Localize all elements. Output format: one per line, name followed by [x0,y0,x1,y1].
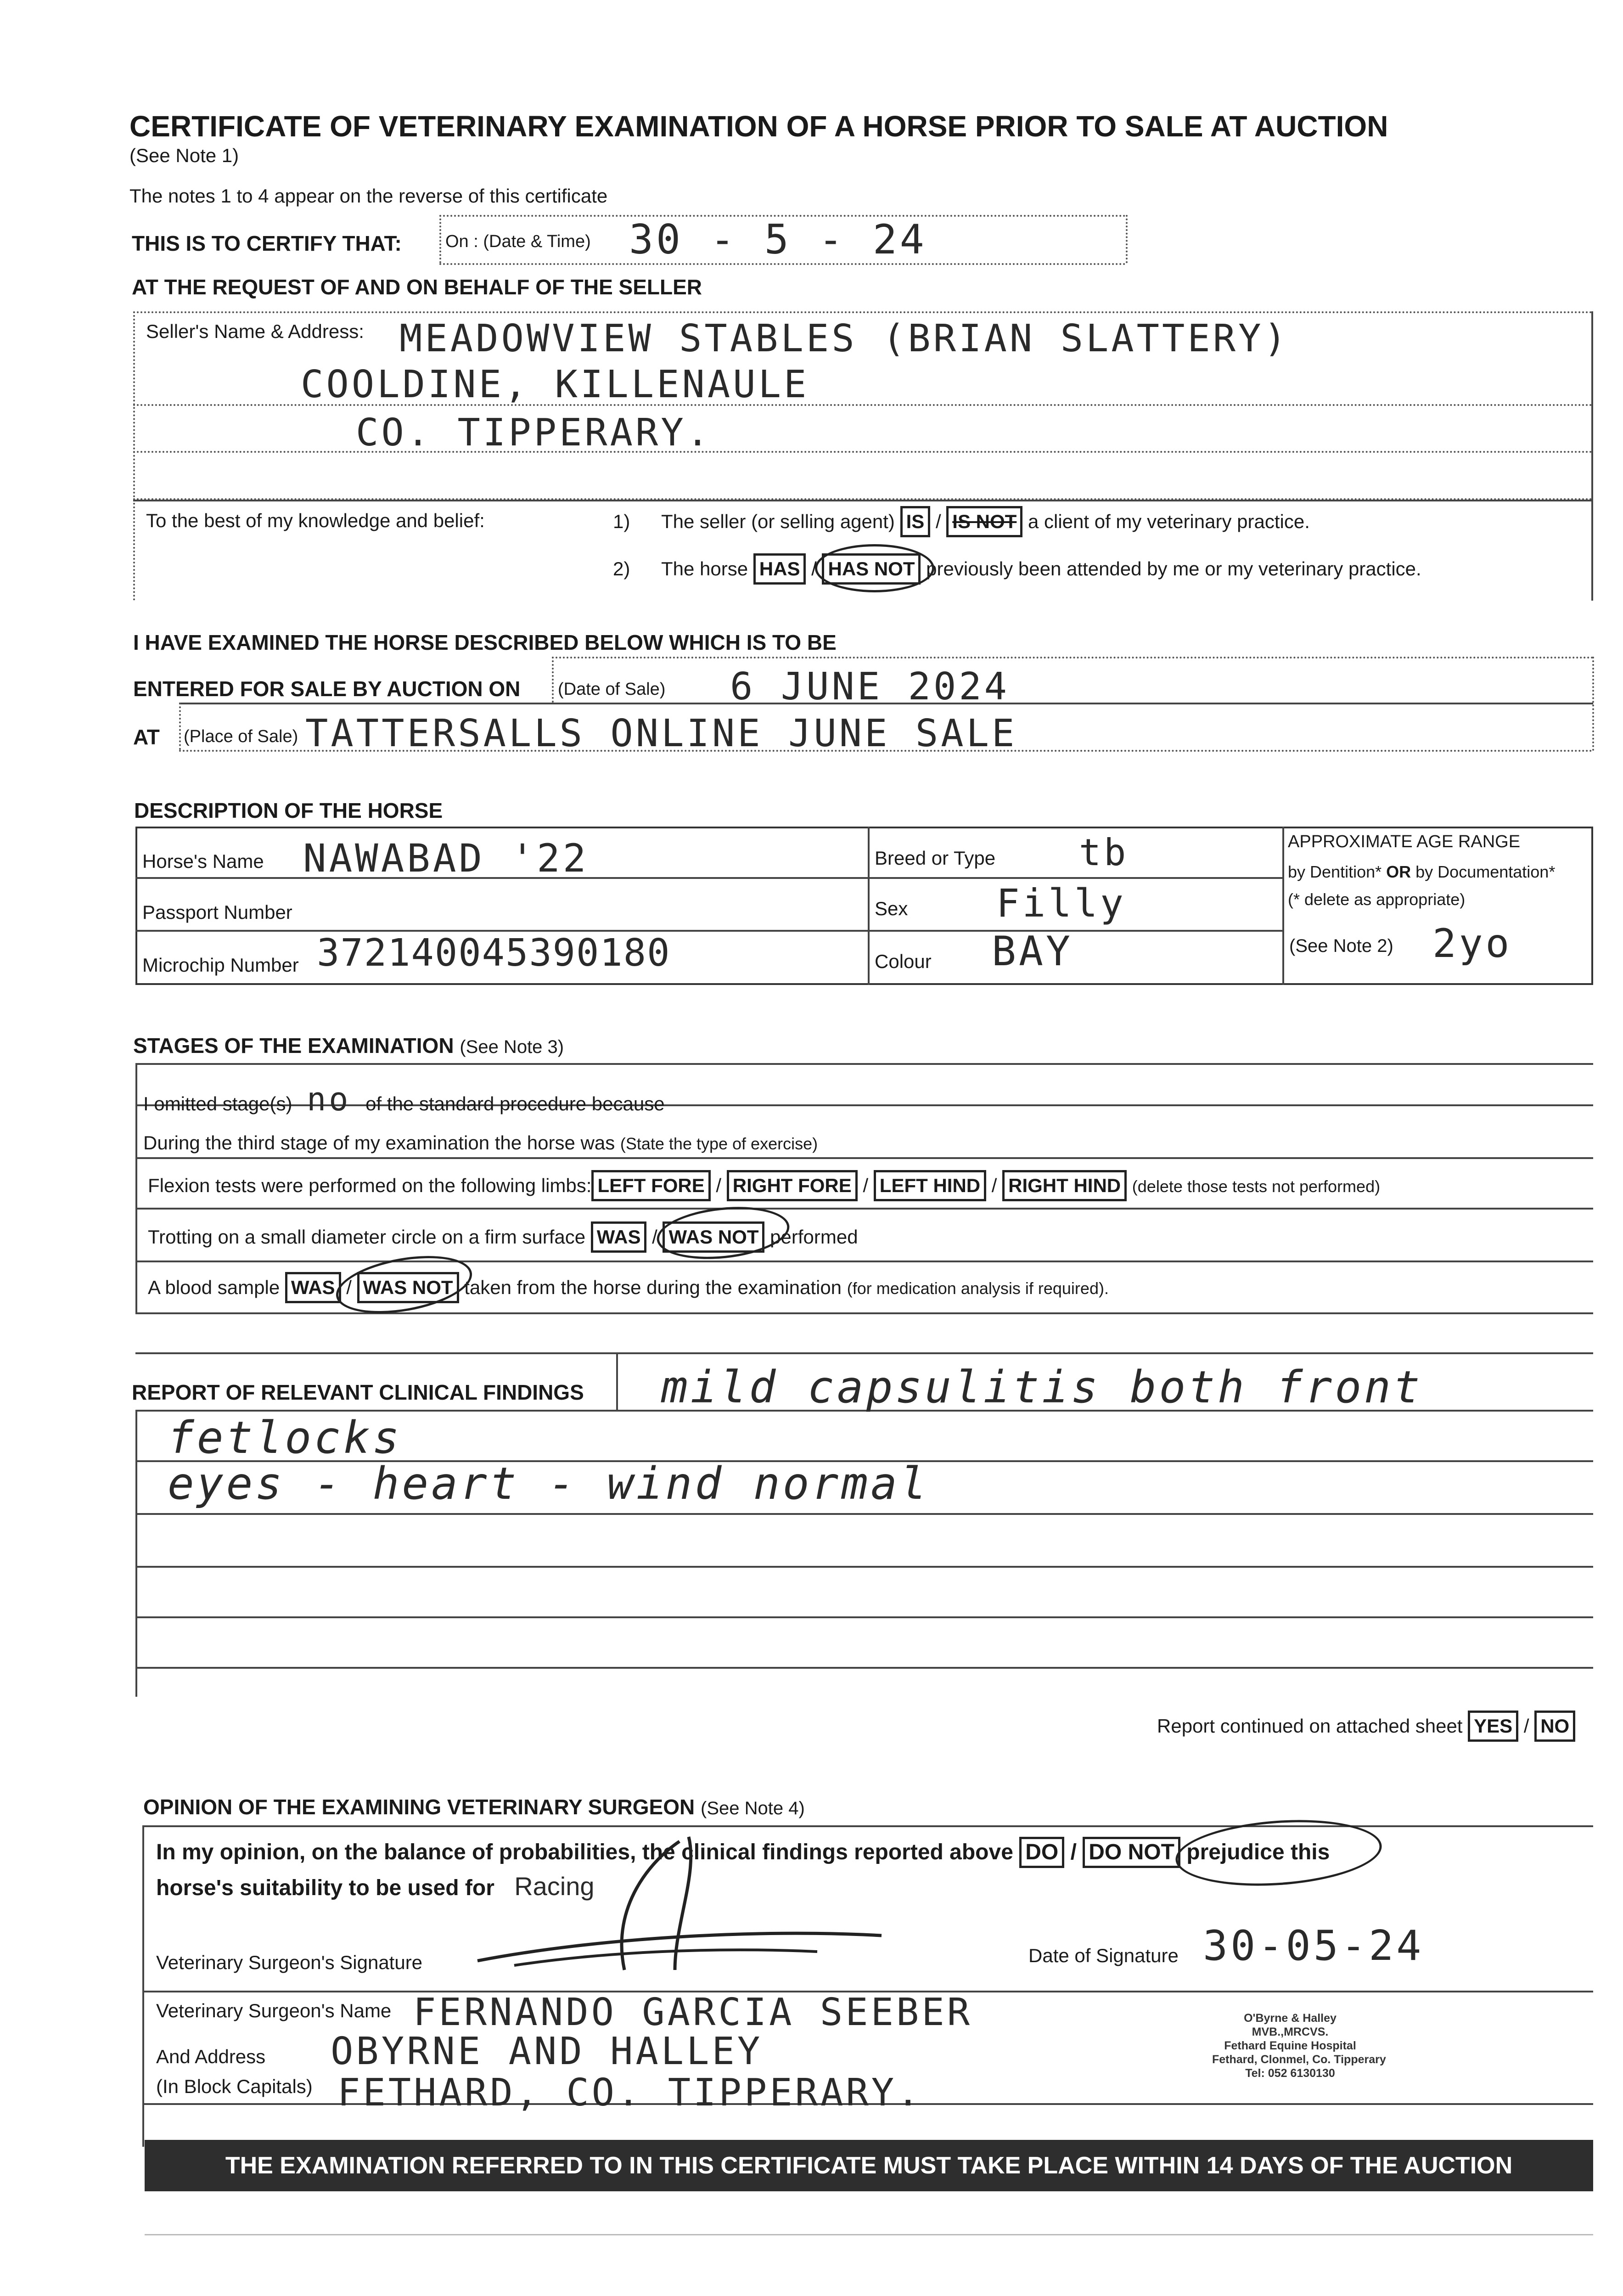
left-hind-option: LEFT HIND [874,1170,986,1201]
item-2-number: 2) [613,558,630,580]
blood-was-not-circle [331,1247,476,1322]
date-of-signature-label: Date of Signature [1028,1945,1179,1966]
description-heading: DESCRIPTION OF THE HORSE [134,799,443,822]
at-label: AT [133,725,160,749]
certify-label: THIS IS TO CERTIFY THAT: [132,231,402,255]
examined-line-2: ENTERED FOR SALE BY AUCTION ON [133,677,521,701]
report-line-3: eyes - heart - wind normal [168,1458,929,1509]
date-of-sale-label: (Date of Sale) [558,680,666,699]
trotting-line: Trotting on a small diameter circle on a firm surface WAS / WAS NOT performed [148,1221,858,1253]
do-not-option: DO NOT [1083,1837,1180,1868]
sex-label: Sex [875,898,908,919]
trotting-was-option: WAS [591,1221,647,1253]
do-option: DO [1019,1837,1064,1868]
breed-type-value: tb [1079,831,1129,874]
vet-address-line-1: OBYRNE AND HALLEY [331,2030,763,2073]
trotting-was-not-option: WAS NOT [663,1221,764,1253]
horse-name-label: Horse's Name [142,850,264,872]
practice-stamp: O'Byrne & Halley MVB.,MRCVS. Fethard Equine Hospital Fethard, Clonmel, Co. Tipperary Tel: 052 6130130 [1212,2012,1386,2080]
date-of-sale-value: 6 JUNE 2024 [730,665,1010,709]
blood-was-option: WAS [285,1272,341,1303]
purpose-value: Racing [514,1872,595,1901]
age-method-line: by Dentition* OR by Documentation* [1288,862,1556,881]
stages-heading: STAGES OF THE EXAMINATION (See Note 3) [133,1034,564,1058]
date-of-signature-value: 30-05-24 [1203,1922,1424,1970]
veterinary-signature-mark [459,1832,895,1979]
continued-yes-option: YES [1468,1711,1518,1742]
colour-value: BAY [992,928,1073,975]
opinion-statement-line-2: horse's suitability to be used for Racing [156,1872,595,1901]
is-option: IS [900,506,931,537]
footer-banner: THE EXAMINATION REFERRED TO IN THIS CERTIFICATE MUST TAKE PLACE WITHIN 14 DAYS OF THE AUCTION [145,2140,1593,2191]
seller-name-address-label: Seller's Name & Address: [146,321,364,342]
omitted-stages-value: no [307,1080,351,1118]
vet-name-label: Veterinary Surgeon's Name [156,2000,392,2021]
see-note-2: (See Note 2) [1289,936,1393,956]
opinion-heading: OPINION OF THE EXAMINING VETERINARY SURGEON (See Note 4) [143,1795,805,1819]
colour-label: Colour [875,951,932,972]
seller-line-1: MEADOWVIEW STABLES (BRIAN SLATTERY) [399,317,1289,360]
exam-date-value: 30 - 5 - 24 [629,216,927,263]
notes-reverse-line: The notes 1 to 4 appear on the reverse of this certificate [129,185,608,207]
certificate-title: CERTIFICATE OF VETERINARY EXAMINATION OF A HORSE PRIOR TO SALE AT AUCTION [129,110,1388,143]
see-note-1: (See Note 1) [129,145,239,166]
place-of-sale-label: (Place of Sale) [184,727,298,746]
continued-no-option: NO [1534,1711,1575,1742]
passport-number-label: Passport Number [142,901,292,923]
vet-address-line-2: FETHARD, CO. TIPPERARY. [337,2071,922,2115]
is-not-option-struck: IS NOT [946,506,1022,537]
attended-statement: The horse HAS / HAS NOT previously been attended by me or my veterinary practice. [661,553,1421,585]
client-statement: The seller (or selling agent) IS / IS NOT a client of my veterinary practice. [661,506,1310,537]
blood-sample-line: A blood sample WAS / WAS NOT taken from the horse during the examination (for medication analysis if required). [148,1272,1109,1303]
address-label: And Address [156,2046,266,2067]
flexion-tests-line: Flexion tests were performed on the following limbs: LEFT FORE / RIGHT FORE / LEFT HIND / RIGHT HIND (delete those tests not performed) [148,1170,1380,1201]
knowledge-belief-label: To the best of my knowledge and belief: [146,510,485,531]
sex-value: Filly [996,881,1126,926]
on-date-time-label: On : (Date & Time) [445,232,591,251]
seller-line-3: CO. TIPPERARY. [356,411,712,455]
breed-type-label: Breed or Type [875,847,996,869]
horse-name-value: NAWABAD '22 [303,836,589,881]
microchip-number-value: 372140045390180 [317,931,671,975]
has-option: HAS [753,553,806,585]
third-stage-line: During the third stage of my examination the horse was (State the type of exercise) [143,1132,818,1154]
report-line-2: fetlocks [168,1412,402,1463]
request-seller-label: AT THE REQUEST OF AND ON BEHALF OF THE SELLER [132,275,702,299]
age-value: 2yo [1432,921,1512,967]
signature-label: Veterinary Surgeon's Signature [156,1952,423,1973]
opinion-statement-line-1: In my opinion, on the balance of probabilities, the clinical findings reported above DO / DO NOT prejudice this [156,1837,1330,1868]
report-line-1: mild capsulitis both front [661,1362,1423,1413]
microchip-number-label: Microchip Number [142,954,299,976]
right-hind-option: RIGHT HIND [1002,1170,1127,1201]
block-capitals-label: (In Block Capitals) [156,2076,313,2097]
has-not-circle-mark [815,544,934,592]
blood-was-not-option: WAS NOT [357,1272,459,1303]
item-1-number: 1) [613,511,630,532]
report-continued-line: Report continued on attached sheet YES / NO [1157,1711,1575,1742]
seller-line-2: COOLDINE, KILLENAULE [301,363,809,406]
omitted-stages-line: I omitted stage(s) no of the standard procedure because [143,1080,665,1118]
examined-line-1: I HAVE EXAMINED THE HORSE DESCRIBED BELOW WHICH IS TO BE [133,630,837,654]
age-delete-note: (* delete as appropriate) [1288,890,1466,909]
right-fore-option: RIGHT FORE [727,1170,858,1201]
report-heading: REPORT OF RELEVANT CLINICAL FINDINGS [132,1380,584,1404]
trotting-was-not-circle [654,1201,792,1265]
has-not-option: HAS NOT [822,553,921,585]
left-fore-option: LEFT FORE [591,1170,710,1201]
place-of-sale-value: TATTERSALLS ONLINE JUNE SALE [305,712,1017,755]
vet-name-value: FERNANDO GARCIA SEEBER [413,1991,973,2034]
age-range-heading: APPROXIMATE AGE RANGE [1288,832,1521,851]
